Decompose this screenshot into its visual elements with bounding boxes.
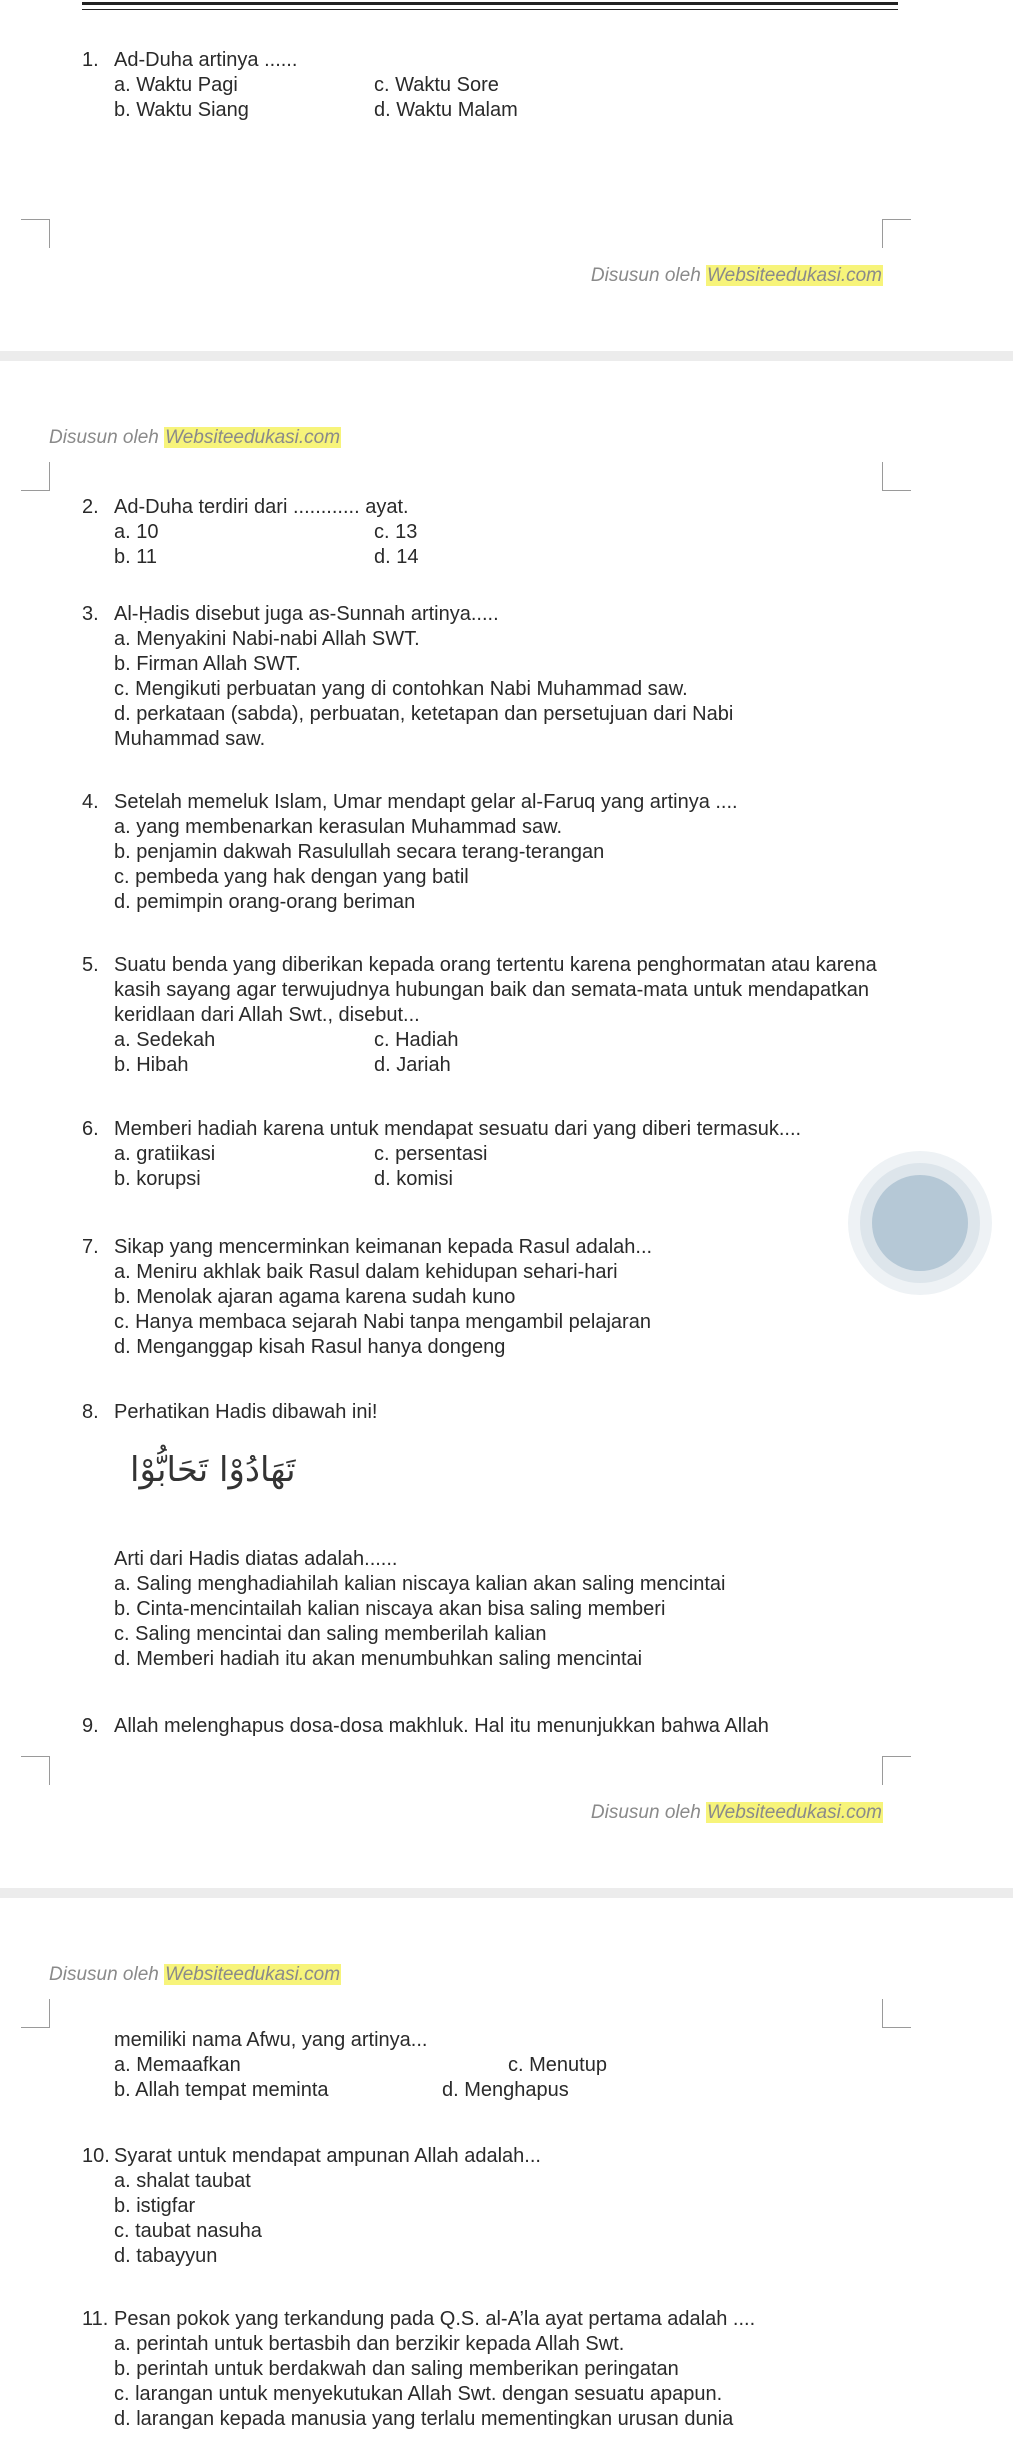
question-8 <box>82 1400 882 1425</box>
option-b: b. 11 <box>114 546 157 568</box>
crop-mark <box>21 462 50 491</box>
question-subtext: Arti dari Hadis diatas adalah...... <box>114 1548 398 1570</box>
question-1 <box>82 48 882 123</box>
option-b: b. istigfar <box>114 2195 196 2217</box>
option-b: b. korupsi <box>114 1168 201 1190</box>
question-number: 10. <box>82 2145 110 2167</box>
option-c: c. larangan untuk menyekutukan Allah Swt. dengan sesuatu apapun. <box>114 2383 723 2405</box>
option-c: c. pembeda yang hak dengan yang batil <box>114 866 469 888</box>
option-d: d. tabayyun <box>114 2245 218 2267</box>
option-c: c. Mengikuti perbuatan yang di contohkan Nabi Muhammad saw. <box>114 678 688 700</box>
option-d: d. 14 <box>374 546 419 568</box>
question-6 <box>82 1117 882 1192</box>
question-number: 6. <box>82 1118 99 1140</box>
crop-mark <box>882 219 911 248</box>
option-d: d. larangan kepada manusia yang terlalu mementingkan urusan dunia <box>114 2408 734 2430</box>
page-credit <box>49 1962 341 1987</box>
credit-site: Websiteedukasi.com <box>707 265 882 286</box>
option-a: a. Waktu Pagi <box>114 74 238 96</box>
crop-mark <box>21 1756 50 1785</box>
option-a: a. Menyakini Nabi-nabi Allah SWT. <box>114 628 420 650</box>
top-rule-thin <box>82 9 898 10</box>
question-7 <box>82 1235 882 1360</box>
credit-prefix: Disusun oleh <box>49 1964 159 1985</box>
credit-prefix: Disusun oleh <box>590 265 701 286</box>
option-c: c. 13 <box>374 521 418 543</box>
page-gap <box>0 351 1013 361</box>
option-d: d. pemimpin orang-orang beriman <box>114 891 416 913</box>
question-text: Sikap yang mencerminkan keimanan kepada Rasul adalah... <box>114 1236 653 1258</box>
option-d: d. Jariah <box>374 1054 451 1076</box>
crop-mark <box>882 1756 911 1785</box>
question-text: Allah melenghapus dosa-dosa makhluk. Hal itu menunjukkan bahwa Allah <box>114 1715 769 1737</box>
question-9-continued <box>82 2028 882 2103</box>
option-b: b. Firman Allah SWT. <box>114 653 301 675</box>
question-text: Pesan pokok yang terkandung pada Q.S. al-A’la ayat pertama adalah .... <box>114 2308 756 2330</box>
question-number: 1. <box>82 49 99 71</box>
option-d: d. Waktu Malam <box>374 99 518 121</box>
question-5 <box>82 953 882 1078</box>
option-b: b. Cinta-mencintailah kalian niscaya akan bisa saling memberi <box>114 1598 666 1620</box>
question-text: Al-Ḥadis disebut juga as-Sunnah artinya..... <box>114 603 499 625</box>
option-b: b. perintah untuk berdakwah dan saling memberikan peringatan <box>114 2358 679 2380</box>
option-a: a. shalat taubat <box>114 2170 251 2192</box>
page-credit <box>591 1800 883 1825</box>
question-10 <box>82 2144 882 2269</box>
option-d: d. perkataan (sabda), perbuatan, ketetapan dan persetujuan dari Nabi Muhammad saw. <box>114 703 734 750</box>
credit-prefix: Disusun oleh <box>49 427 159 448</box>
crop-mark <box>882 462 911 491</box>
option-a: a. gratiikasi <box>114 1143 216 1165</box>
question-text: Syarat untuk mendapat ampunan Allah adalah... <box>114 2145 541 2167</box>
credit-site: Websiteedukasi.com <box>707 1802 882 1823</box>
page-credit <box>591 263 883 288</box>
question-text: Perhatikan Hadis dibawah ini! <box>114 1401 378 1423</box>
credit-site: Websiteedukasi.com <box>165 1964 341 1985</box>
top-rule-thick <box>82 2 898 5</box>
option-a: a. Memaafkan <box>114 2054 241 2076</box>
question-2 <box>82 495 882 570</box>
option-d: d. Memberi hadiah itu akan menumbuhkan saling mencintai <box>114 1648 643 1670</box>
option-c: c. Menutup <box>508 2054 607 2076</box>
floating-button-core[interactable] <box>872 1175 968 1271</box>
page-gap <box>0 1888 1013 1898</box>
crop-mark <box>21 1999 50 2028</box>
question-4 <box>82 790 882 915</box>
crop-mark <box>882 1999 911 2028</box>
option-b: b. Hibah <box>114 1054 189 1076</box>
option-c: c. Hanya membaca sejarah Nabi tanpa mengambil pelajaran <box>114 1311 651 1333</box>
option-b: b. Menolak ajaran agama karena sudah kuno <box>114 1286 516 1308</box>
option-a: a. Saling menghadiahilah kalian niscaya kalian akan saling mencintai <box>114 1573 726 1595</box>
question-number: 9. <box>82 1715 99 1737</box>
question-number: 5. <box>82 954 99 976</box>
option-b: b. penjamin dakwah Rasulullah secara terang-terangan <box>114 841 605 863</box>
option-a: a. 10 <box>114 521 159 543</box>
option-b: b. Waktu Siang <box>114 99 249 121</box>
question-text-continued: memiliki nama Afwu, yang artinya... <box>114 2029 428 2051</box>
question-3 <box>82 602 882 752</box>
option-c: c. Hadiah <box>374 1029 459 1051</box>
option-c: c. taubat nasuha <box>114 2220 262 2242</box>
question-9 <box>82 1714 882 1739</box>
option-a: a. perintah untuk bertasbih dan berzikir kepada Allah Swt. <box>114 2333 625 2355</box>
question-number: 3. <box>82 603 99 625</box>
hadith-arabic-text: تَهَادُوْا تَحَابُّوْا <box>130 1450 296 1490</box>
question-text: Ad-Duha terdiri dari ............ ayat. <box>114 496 409 518</box>
option-a: a. Meniru akhlak baik Rasul dalam kehidupan sehari-hari <box>114 1261 618 1283</box>
question-number: 7. <box>82 1236 99 1258</box>
question-number: 2. <box>82 496 99 518</box>
question-text: Setelah memeluk Islam, Umar mendapt gelar al-Faruq yang artinya .... <box>114 791 738 813</box>
question-text: Suatu benda yang diberikan kepada orang tertentu karena penghormatan atau karena kasih sayang agar terwujudnya hubungan baik dan semata-mata untuk mendapatkan keridlaan dari Allah Swt., disebut... <box>114 954 877 1026</box>
option-d: d. Menganggap kisah Rasul hanya dongeng <box>114 1336 506 1358</box>
question-number: 8. <box>82 1401 99 1423</box>
option-d: d. komisi <box>374 1168 453 1190</box>
credit-prefix: Disusun oleh <box>590 1802 701 1823</box>
option-a: a. yang membenarkan kerasulan Muhammad saw. <box>114 816 563 838</box>
question-11 <box>82 2307 882 2432</box>
option-c: c. Saling mencintai dan saling memberilah kalian <box>114 1623 547 1645</box>
crop-mark <box>21 219 50 248</box>
option-c: c. Waktu Sore <box>374 74 499 96</box>
question-number: 4. <box>82 791 99 813</box>
option-d: d. Menghapus <box>442 2079 569 2101</box>
option-b: b. Allah tempat meminta <box>114 2079 329 2101</box>
option-c: c. persentasi <box>374 1143 488 1165</box>
page-credit <box>49 425 341 450</box>
question-text: Ad-Duha artinya ...... <box>114 49 298 71</box>
credit-site: Websiteedukasi.com <box>165 427 341 448</box>
question-8-options <box>82 1547 882 1672</box>
question-number: 11. <box>82 2308 109 2330</box>
option-a: a. Sedekah <box>114 1029 216 1051</box>
question-text: Memberi hadiah karena untuk mendapat sesuatu dari yang diberi termasuk.... <box>114 1118 802 1140</box>
